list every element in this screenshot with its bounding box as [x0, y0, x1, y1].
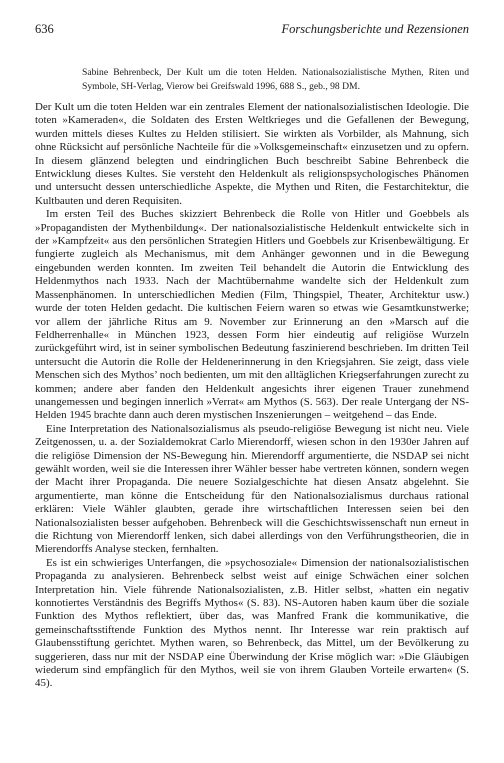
paragraph: Im ersten Teil des Buches skizziert Behrenbeck die Rolle von Hitler und Goebbels als »Propagandisten der Mythenbildung«. Der nationalsozialistische Heldenkult entwickelte sich in der »Kampfzeit« aus den persönlichen Strategien Hitlers und Goebbels zur Krisenbewältigung. Er fungierte zugleich als Mechanismus, mit dem Anhänger gewonnen und in die Bewegung eingebunden werden konnten. Im zweiten Teil behandelt die Autorin die Entwicklung des Heldenmythos nach 1933. Nach der Machtübernahme wandelte sich der Heldenkult zum Massenphänomen. In unterschiedlichen Medien (Film, Thingspiel, Theater, Architektur usw.) wurde der toten Helden gedacht. Die kultischen Feiern waren so etwas wie Gesamtkunstwerke; vor allem der jährliche Ritus am 9. November zur Erinnerung an den »Marsch auf die Feldherrenhalle« in München 1923, dessen Form hier eindeutig auf religiöse Wurzeln zurückgeführt wird, ist in seiner symbolischen Bedeutung faszinierend beschrieben. Im dritten Teil untersucht die Autorin die Rolle der Heldenerinnerung in den Kriegsjahren. Sie zeigt, dass viele Menschen sich des Mythos’ noch bedienten, um mit den alltäglichen Kriegserfahrungen zurecht zu kommen; andere aber fanden den Heldenkult angesichts ihrer eigenen Trauer zunehmend unangemessen und begingen innerlich »Verrat« am Mythos (S. 563). Der reale Untergang der NS-Helden 1945 brachte dann auch deren mystischen Inszenierungen – weitgehend – das Ende. [35, 208, 469, 422]
paragraph: Es ist ein schwieriges Unterfangen, die »psychosoziale« Dimension der nationalsozialistischen Propaganda zu analysieren. Behrenbeck selbst weist auf einige Schwächen einer solchen Interpretation hin. Viele führende Nationalsozialisten, z.B. Hitler selbst, »hatten ein negativ konnotiertes Verständnis des Begriffs Mythos« (S. 83). NS-Autoren haben kaum über die soziale Funktion des Mythos reflektiert, über das, was Manfred Frank die kommunikative, die gemeinschaftsstiftende Funktion des Mythos nennt. Ihr Interesse war rein praktisch auf Glaubensstiftung gerichtet. Mythen waren, so Behrenbeck, das Mittel, um der Bevölkerung zu suggerieren, dass nur mit der NSDAP eine Überwindung der Krise möglich war: »Die Gläubigen wiederum sind empfänglich für den Mythos, weil sie von ihrem Glauben Vorteile erwarten« (S. 45). [35, 556, 469, 690]
page-header [35, 22, 469, 40]
paragraph: Eine Interpretation des Nationalsozialismus als pseudo-religiöse Bewegung ist nicht neu. Viele Zeitgenossen, u. a. der Sozialdemokrat Carlo Mierendorff, wiesen schon in den 1930er Jahren auf die religiöse Dimension der NS-Bewegung hin. Mierendorff argumentierte, die NSDAP sei nicht gewählt worden, weil sie die Interessen ihrer Wähler besser habe vertreten können, sondern wegen der Macht ihrer Propaganda. Die neuere Sozialgeschichte hat diesen Ansatz abgelehnt. Sie argumentierte, man könne die Entscheidung für den Nationalsozialismus durchaus rational erklären: Viele Wähler glaubten, gerade ihre wirtschaftlichen Interessen seien bei den Nationalsozialisten besser aufgehoben. Behrenbeck will die Geschichtswissenschaft nun erneut in die Richtung von Mierendorff lenken, sich dabei allerdings von den Verführungstheorien, die in Mierendorffs Analyse stecken, fernhalten. [35, 422, 469, 556]
book-citation: Sabine Behrenbeck, Der Kult um die toten Helden. Nationalsozialistische Mythen, Riten und Symbole, SH-Verlag, Vierow bei Greifswald 1996, 688 S., geb., 98 DM. [82, 67, 469, 92]
page-number: 636 [35, 22, 54, 36]
review-body [35, 101, 469, 691]
running-head: Forschungsberichte und Rezensionen [281, 22, 469, 36]
paragraph: Der Kult um die toten Helden war ein zentrales Element der nationalsozialistischen Ideologie. Die toten »Kameraden«, die Soldaten des Ersten Weltkrieges und die Gefallenen der Bewegung, wurden mittels dieses Kultes zu Helden stilisiert. Sie wirkten als Vorbilder, als Mahnung, sich ohne Rücksicht auf persönliche Nachteile für die »Volksgemeinschaft« einzusetzen und zu opfern. In diesem glänzend belegten und eindringlichen Buch beschreibt Sabine Behrenbeck die Entwicklung dieses Kultes. Sie versteht den Heldenkult als religionspsychologisches Phänomen und untersucht dessen unterschiedliche Aspekte, die Mythen und Riten, die Festarchitektur, die Kultbauten und deren Requisiten. [35, 101, 469, 207]
